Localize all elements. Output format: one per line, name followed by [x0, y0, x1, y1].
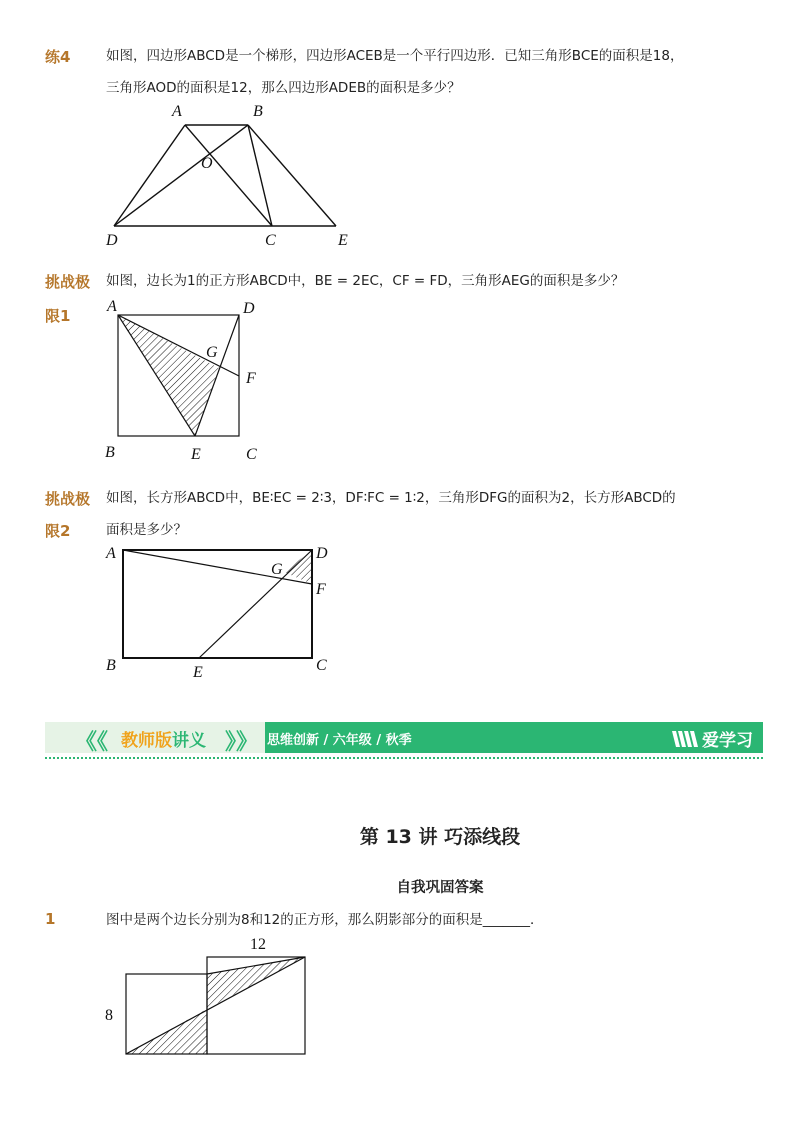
point-G: G [206, 344, 218, 361]
answer-number: 1 [45, 910, 56, 928]
lecture-subtitle: 自我巩固答案 [396, 880, 484, 896]
rectangle-figure [100, 540, 350, 682]
point-B: B [106, 657, 116, 674]
chevron-right-icon: 》》 [225, 730, 259, 755]
answer-question-text: 图中是两个边长分别为8和12的正方形，那么阴影部分的面积是_______． [106, 912, 544, 928]
challenge2-text-line1: 如图，长方形ABCD中，BE∶EC = 2∶3，DF∶FC = 1∶2，三角形DFG的面积为2，长方形ABCD的 [106, 490, 676, 506]
point-B: B [105, 444, 115, 461]
point-C: C [246, 446, 257, 463]
trapezoid-figure [100, 98, 370, 253]
teacher-edition-banner [45, 722, 763, 753]
point-F: F [246, 370, 256, 387]
point-C: C [265, 232, 276, 249]
banner-teacher-title [121, 726, 206, 751]
challenge1-label-top: 挑战极 [45, 273, 91, 291]
point-A: A [106, 545, 116, 562]
chevron-left-icon: 《《 [75, 730, 109, 755]
brand-logo [672, 726, 753, 751]
banner-dotted-divider [45, 757, 763, 759]
point-D: D [106, 232, 118, 249]
problem-text-line1: 如图，四边形ABCD是一个梯形，四边形ACEB是一个平行四边形．已知三角形BCE的面积是18， [106, 48, 684, 64]
brand-logo-text: 爱学习 [702, 731, 753, 751]
point-D: D [243, 300, 255, 317]
side-label-8: 8 [105, 1007, 113, 1024]
problem-label-lian4: 练4 [45, 48, 71, 66]
banner-subtitle: 思维创新 / 六年级 / 秋季 [267, 733, 412, 748]
problem-text-line2: 三角形AOD的面积是12，那么四边形ADEB的面积是多少？ [106, 80, 461, 96]
point-D: D [316, 545, 328, 562]
point-A: A [172, 103, 182, 120]
stripes-logo-icon [672, 729, 698, 749]
point-E: E [338, 232, 348, 249]
banner-teacher-b: 讲义 [172, 731, 206, 751]
banner-left-panel [45, 722, 265, 753]
point-F: F [316, 581, 326, 598]
point-A: A [107, 298, 117, 315]
challenge2-label-bottom: 限2 [45, 522, 71, 540]
point-C: C [316, 657, 327, 674]
challenge1-label-bottom: 限1 [45, 307, 71, 325]
challenge2-label-top: 挑战极 [45, 490, 91, 508]
challenge2-text-line2: 面积是多少？ [106, 522, 187, 538]
banner-teacher-a: 教师版 [121, 731, 172, 751]
two-squares-figure [100, 930, 315, 1060]
point-E: E [191, 446, 201, 463]
point-O: O [201, 155, 213, 172]
challenge1-text: 如图，边长为1的正方形ABCD中，BE = 2EC，CF = FD，三角形AEG的面积是多少？ [106, 273, 625, 289]
point-G: G [271, 561, 283, 578]
point-B: B [253, 103, 263, 120]
lecture-title: 第 13 讲 巧添线段 [359, 826, 521, 848]
side-label-12: 12 [250, 936, 266, 953]
square-figure [100, 295, 270, 467]
point-E: E [193, 664, 203, 681]
